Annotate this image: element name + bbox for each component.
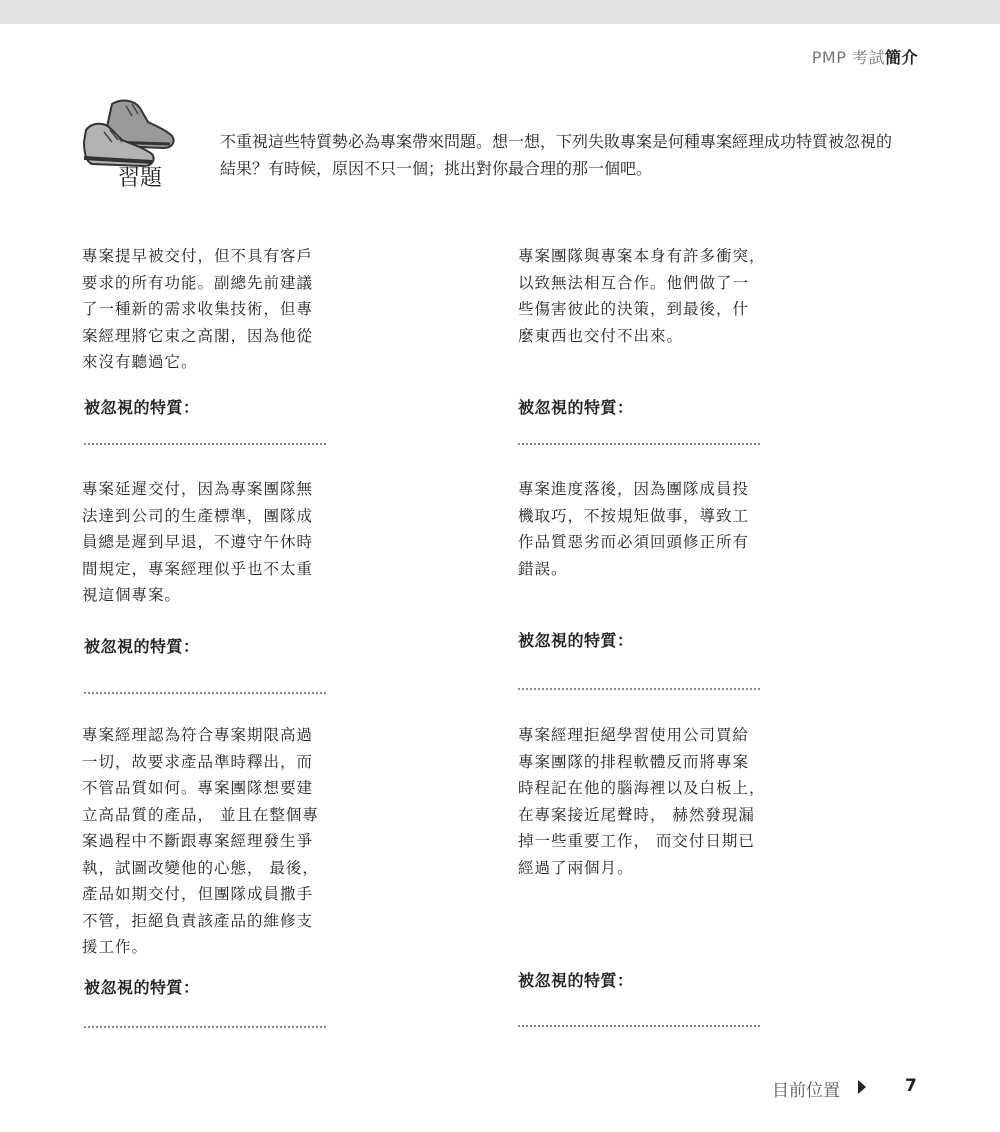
- scenario-text: 專案經理拒絕學習使用公司買給 專案團隊的排程軟體反而將專案 時程記在他的腦海裡以及白板上， 在專案接近尾聲時， 赫然發現漏 掉一些重要工作， 而交付日期已 經過了兩個月。: [518, 726, 766, 877]
- answer-line[interactable]: [84, 692, 326, 694]
- page-number: 7: [905, 1076, 917, 1096]
- scenario-text: 專案提早被交付，但不具有客戶 要求的所有功能。副總先前建議 了一種新的需求收集技術，但專 案經理將它束之高閣，因為他從 來沒有聽過它。: [82, 247, 314, 371]
- answer-line[interactable]: [518, 1025, 760, 1027]
- answer-line[interactable]: [84, 443, 326, 445]
- exercise-shoes-icon: [82, 92, 182, 192]
- scenario-card: [82, 722, 332, 961]
- exercise-intro: 不重視這些特質勢必為專案帶來問題。想一想，下列失敗專案是何種專案經理成功特質被忽視的結果？有時候，原因不只一個；挑出對你最合理的那一個吧。: [220, 132, 893, 178]
- trait-label: 被忽視的特質：: [518, 971, 634, 990]
- scenario-card: [82, 243, 332, 376]
- scenario-card: [518, 722, 768, 881]
- scenario-text: 專案延遲交付，因為專案團隊無 法達到公司的生產標準，團隊成 員總是遲到早退，不遵守午休時 間規定，專案經理似乎也不太重 視這個專案。: [82, 480, 314, 604]
- scenario-text: 專案團隊與專案本身有許多衝突， 以致無法相互合作。他們做了一 些傷害彼此的決策，到最後，什 麼東西也交付不出來。: [518, 247, 766, 345]
- running-head: [812, 45, 918, 68]
- trait-label: 被忽視的特質：: [84, 637, 200, 656]
- scenario-card: [518, 476, 768, 582]
- answer-line[interactable]: [84, 1026, 326, 1028]
- scenario-card: [518, 243, 768, 349]
- scenario-card: [82, 476, 332, 609]
- answer-line[interactable]: [518, 688, 760, 690]
- answer-line[interactable]: [518, 443, 760, 445]
- scenario-text: 專案進度落後，因為團隊成員投 機取巧，不按規矩做事，導致工 作品質惡劣而必須回頭修正所有 錯誤。: [518, 480, 750, 578]
- trait-label: 被忽視的特質：: [518, 631, 634, 650]
- trait-label: 被忽視的特質：: [84, 978, 200, 997]
- top-bar: [0, 0, 1000, 24]
- exercise-icon-label: 習題: [117, 166, 163, 191]
- trait-label: 被忽視的特質：: [518, 398, 634, 417]
- footer-location-label: 目前位置: [772, 1081, 840, 1101]
- trait-label: 被忽視的特質：: [84, 398, 200, 417]
- scenario-text: 專案經理認為符合專案期限高過 一切，故要求產品準時釋出，而 不管品質如何。專案團隊想要建 立高品質的產品， 並且在整個專 案過程中不斷跟專案經理發生爭 執，試圖改變他的心態， 最後， 產品如期交付，但團隊成員撒手 不管，拒絕負責該產品的維修支 援工作。: [82, 726, 319, 956]
- running-head-exam: PMP 考試: [811, 48, 885, 67]
- play-arrow-icon: [858, 1080, 866, 1094]
- running-head-section: 簡介: [884, 48, 918, 67]
